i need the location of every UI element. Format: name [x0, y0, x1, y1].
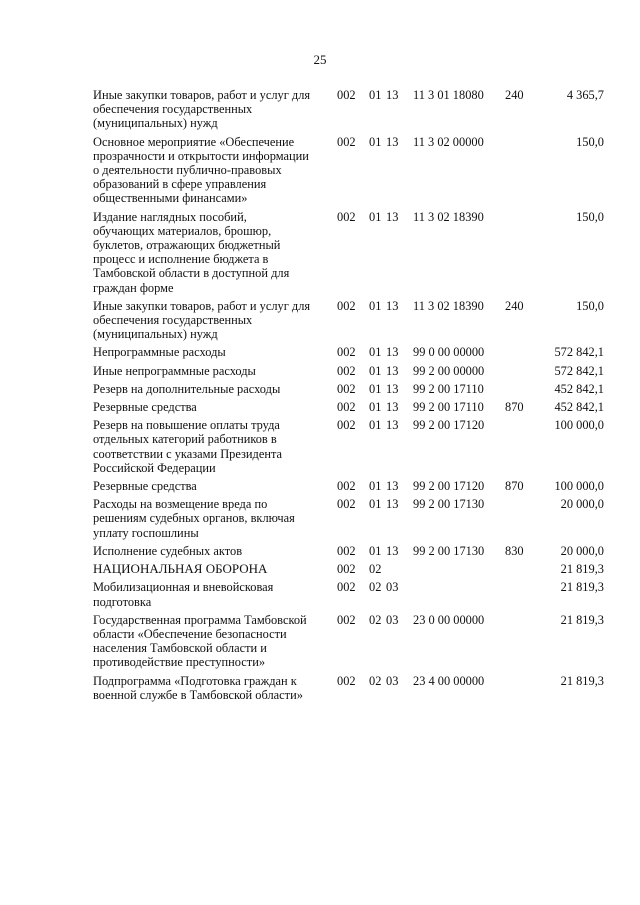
ministry-code: 002 [337, 400, 356, 415]
row-description: Государственная программа Тамбовской области «Обеспечение безопасности населения Тамбовской области и противодействие преступности» [93, 612, 307, 670]
section-code: 01 [369, 345, 382, 360]
amount: 21 819,3 [560, 562, 604, 577]
target-article-code: 99 2 00 17130 [413, 543, 485, 558]
ministry-code: 002 [337, 497, 356, 512]
table-row [0, 580, 640, 608]
amount: 21 819,3 [560, 612, 604, 627]
expense-type-code: 870 [505, 479, 524, 494]
amount: 21 819,3 [560, 580, 604, 595]
expense-type-code: 240 [505, 88, 524, 102]
row-description: Издание наглядных пособий, обучающих материалов, брошюр, буклетов, отражающих бюджетный процесс и исполнение бюджета в Тамбовской области в доступной для граждан форме [93, 209, 290, 295]
section-code: 01 [369, 418, 382, 433]
subsection-code: 13 [386, 418, 399, 433]
section-code: 01 [369, 134, 382, 149]
target-article-code: 23 4 00 00000 [413, 673, 485, 688]
row-description: Резервные средства [93, 479, 197, 494]
amount: 452 842,1 [554, 400, 604, 415]
target-article-code: 99 2 00 17110 [413, 400, 484, 415]
row-description: НАЦИОНАЛЬНАЯ ОБОРОНА [93, 561, 268, 577]
table-row [0, 210, 640, 295]
section-code: 02 [369, 580, 382, 595]
row-description: Иные закупки товаров, работ и услуг для обеспечения государственных (муниципальных) нужд [93, 298, 311, 342]
subsection-code: 13 [386, 209, 399, 224]
subsection-code: 13 [386, 543, 399, 558]
row-description: Мобилизационная и вневойсковая подготовка [93, 580, 274, 609]
ministry-code: 002 [337, 134, 356, 149]
section-code: 01 [369, 363, 382, 378]
ministry-code: 002 [337, 418, 356, 433]
subsection-code: 13 [386, 134, 399, 149]
row-description: Резервные средства [93, 400, 197, 415]
table-row [0, 674, 640, 702]
amount: 150,0 [576, 298, 604, 313]
row-description: Иные закупки товаров, работ и услуг для обеспечения государственных (муниципальных) нужд [93, 88, 311, 131]
ministry-code: 002 [337, 543, 356, 558]
table-row [0, 479, 640, 493]
amount: 150,0 [576, 134, 604, 149]
expense-type-code: 240 [505, 298, 524, 313]
ministry-code: 002 [337, 479, 356, 494]
subsection-code: 13 [386, 400, 399, 415]
subsection-code: 13 [386, 345, 399, 360]
ministry-code: 002 [337, 345, 356, 360]
subsection-code: 03 [386, 580, 399, 595]
row-description: Резерв на дополнительные расходы [93, 381, 281, 396]
ministry-code: 002 [337, 562, 356, 577]
table-row [0, 135, 640, 206]
target-article-code: 99 2 00 17120 [413, 418, 485, 433]
subsection-code: 13 [386, 497, 399, 512]
expense-type-code: 870 [505, 400, 524, 415]
expense-type-code: 830 [505, 543, 524, 558]
amount: 20 000,0 [560, 543, 604, 558]
section-code: 01 [369, 381, 382, 396]
ministry-code: 002 [337, 363, 356, 378]
ministry-code: 002 [337, 580, 356, 595]
table-row [0, 418, 640, 475]
target-article-code: 11 3 02 00000 [413, 134, 484, 149]
row-description: Резерв на повышение оплаты труда отдельных категорий работников в соответствии с указами Президента Российской Федерации [93, 418, 283, 475]
ministry-code: 002 [337, 673, 356, 688]
section-code: 01 [369, 298, 382, 313]
amount: 4 365,7 [566, 88, 604, 102]
section-code: 01 [369, 497, 382, 512]
target-article-code: 99 0 00 00000 [413, 345, 485, 360]
table-row [0, 400, 640, 414]
row-description: Основное мероприятие «Обеспечение прозрачности и открытости информации о деятельности публично-правовых образований в сфере управления общественными финансами» [93, 134, 309, 206]
target-article-code: 11 3 02 18390 [413, 209, 484, 224]
subsection-code: 03 [386, 612, 399, 627]
section-code: 02 [369, 562, 382, 577]
amount: 20 000,0 [560, 497, 604, 512]
target-article-code: 99 2 00 00000 [413, 363, 485, 378]
target-article-code: 99 2 00 17130 [413, 497, 485, 512]
ministry-code: 002 [337, 612, 356, 627]
ministry-code: 002 [337, 381, 356, 396]
row-description: Исполнение судебных актов [93, 543, 243, 558]
table-row [0, 613, 640, 670]
target-article-code: 23 0 00 00000 [413, 612, 485, 627]
table-row [0, 382, 640, 396]
subsection-code: 13 [386, 298, 399, 313]
row-description: Иные непрограммные расходы [93, 363, 256, 378]
subsection-code: 03 [386, 673, 399, 688]
table-row [0, 544, 640, 558]
amount: 572 842,1 [554, 345, 604, 360]
row-description: Расходы на возмещение вреда по решениям судебных органов, включая уплату госпошлины [93, 497, 295, 540]
section-code: 01 [369, 479, 382, 494]
section-code: 01 [369, 88, 382, 102]
section-code: 01 [369, 543, 382, 558]
page-number: 25 [313, 52, 327, 67]
section-code: 02 [369, 673, 382, 688]
row-description: Непрограммные расходы [93, 345, 226, 360]
subsection-code: 13 [386, 479, 399, 494]
budget-table [0, 88, 640, 706]
target-article-code: 11 3 02 18390 [413, 298, 484, 313]
target-article-code: 99 2 00 17110 [413, 381, 484, 396]
amount: 100 000,0 [554, 479, 604, 494]
amount: 572 842,1 [554, 363, 604, 378]
table-row [0, 299, 640, 342]
row-description: Подпрограмма «Подготовка граждан к военной службе в Тамбовской области» [93, 673, 303, 702]
amount: 21 819,3 [560, 673, 604, 688]
table-row [0, 497, 640, 540]
table-row [0, 562, 640, 576]
section-code: 01 [369, 400, 382, 415]
subsection-code: 13 [386, 88, 399, 102]
amount: 150,0 [576, 209, 604, 224]
target-article-code: 99 2 00 17120 [413, 479, 485, 494]
ministry-code: 002 [337, 298, 356, 313]
subsection-code: 13 [386, 381, 399, 396]
amount: 100 000,0 [554, 418, 604, 433]
table-row [0, 88, 640, 131]
table-row [0, 345, 640, 359]
section-code: 01 [369, 209, 382, 224]
ministry-code: 002 [337, 209, 356, 224]
table-row [0, 364, 640, 378]
section-code: 02 [369, 612, 382, 627]
subsection-code: 13 [386, 363, 399, 378]
amount: 452 842,1 [554, 381, 604, 396]
ministry-code: 002 [337, 88, 356, 102]
target-article-code: 11 3 01 18080 [413, 88, 484, 102]
